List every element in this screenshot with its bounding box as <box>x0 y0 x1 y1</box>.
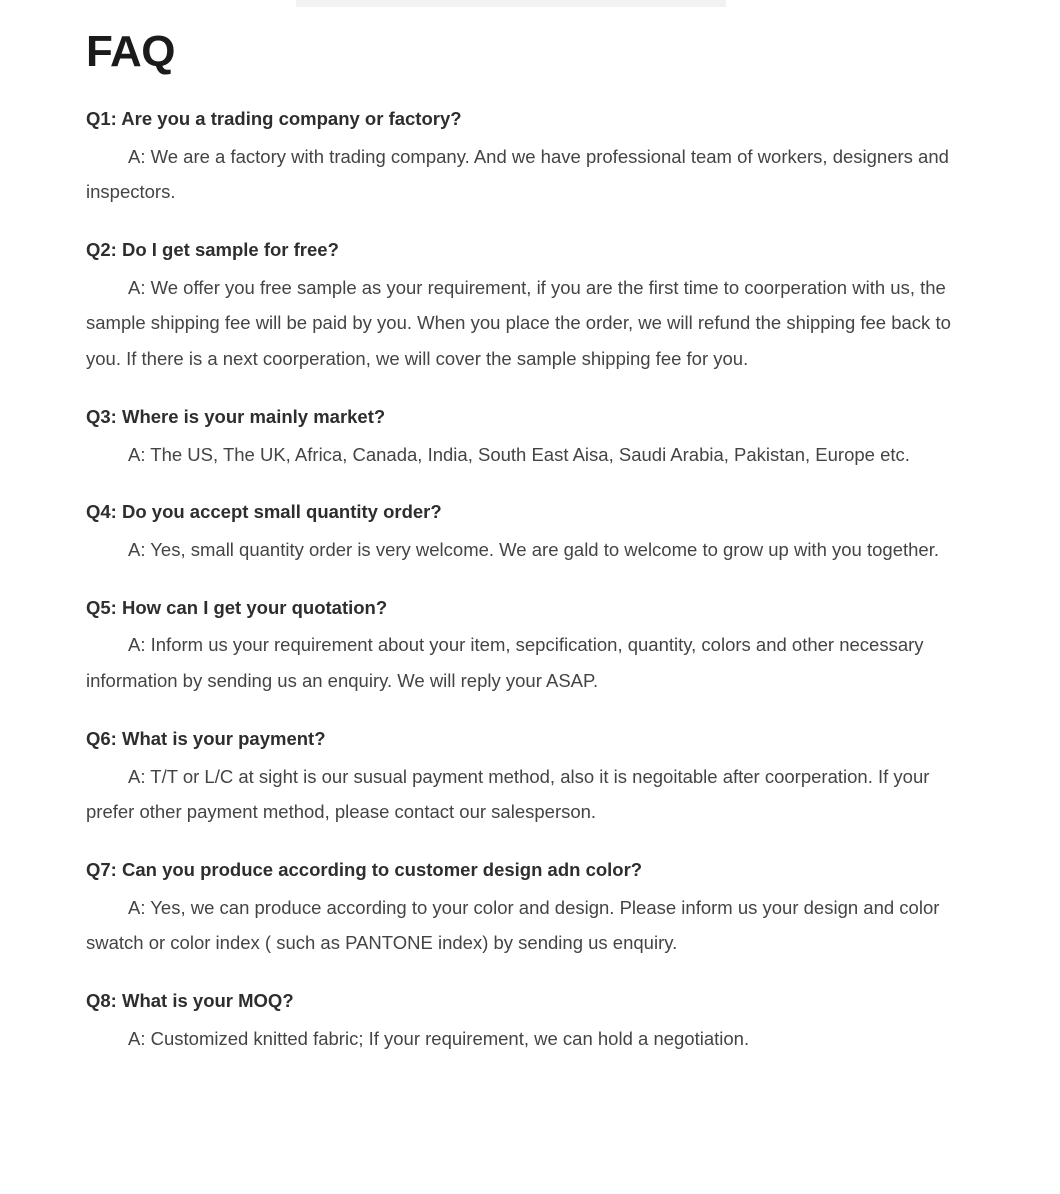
faq-item-7 <box>86 856 974 961</box>
faq-question: Q7: Can you produce according to customer design adn color? <box>86 859 643 881</box>
faq-answer: A: T/T or L/C at sight is our susual payment method, also it is negoitable after coorperation. If your prefer other payment method, please contact our salesperson. <box>86 765 930 823</box>
faq-question: Q1: Are you a trading company or factory? <box>86 107 462 129</box>
faq-question: Q8: What is your MOQ? <box>86 990 294 1012</box>
faq-item-2 <box>86 236 974 377</box>
faq-item-8 <box>86 987 974 1056</box>
page-title: FAQ <box>86 27 175 76</box>
faq-answer: A: We are a factory with trading company. And we have professional team of workers, designers and inspectors. <box>86 145 949 203</box>
faq-answer: A: Yes, we can produce according to your color and design. Please inform us your design and color swatch or color index ( such as PANTONE index) by sending us enquiry. <box>86 896 940 954</box>
faq-question: Q3: Where is your mainly market? <box>86 405 386 427</box>
faq-item-5 <box>86 594 974 699</box>
faq-item-1 <box>86 105 974 210</box>
faq-answer: A: Yes, small quantity order is very welcome. We are gald to welcome to grow up with you together. <box>128 539 939 561</box>
faq-question: Q4: Do you accept small quantity order? <box>86 501 442 523</box>
faq-item-3 <box>86 403 974 472</box>
faq-answer: A: We offer you free sample as your requirement, if you are the first time to coorperation with us, the sample shipping fee will be paid by you. When you place the order, we will refund the shipping fee back to you. If there is a next coorperation, we will cover the sample shipping fee for you. <box>86 276 951 370</box>
faq-question: Q6: What is your payment? <box>86 727 326 749</box>
faq-question: Q2: Do I get sample for free? <box>86 238 339 260</box>
faq-answer: A: The US, The UK, Africa, Canada, India, South East Aisa, Saudi Arabia, Pakistan, Europe etc. <box>128 443 910 465</box>
faq-answer: A: Inform us your requirement about your item, sepcification, quantity, colors and other necessary information by sending us an enquiry. We will reply your ASAP. <box>86 634 924 692</box>
faq-item-6 <box>86 725 974 830</box>
faq-question: Q5: How can I get your quotation? <box>86 596 388 618</box>
faq-item-4 <box>86 498 974 567</box>
faq-answer: A: Customized knitted fabric; If your requirement, we can hold a negotiation. <box>128 1027 750 1049</box>
